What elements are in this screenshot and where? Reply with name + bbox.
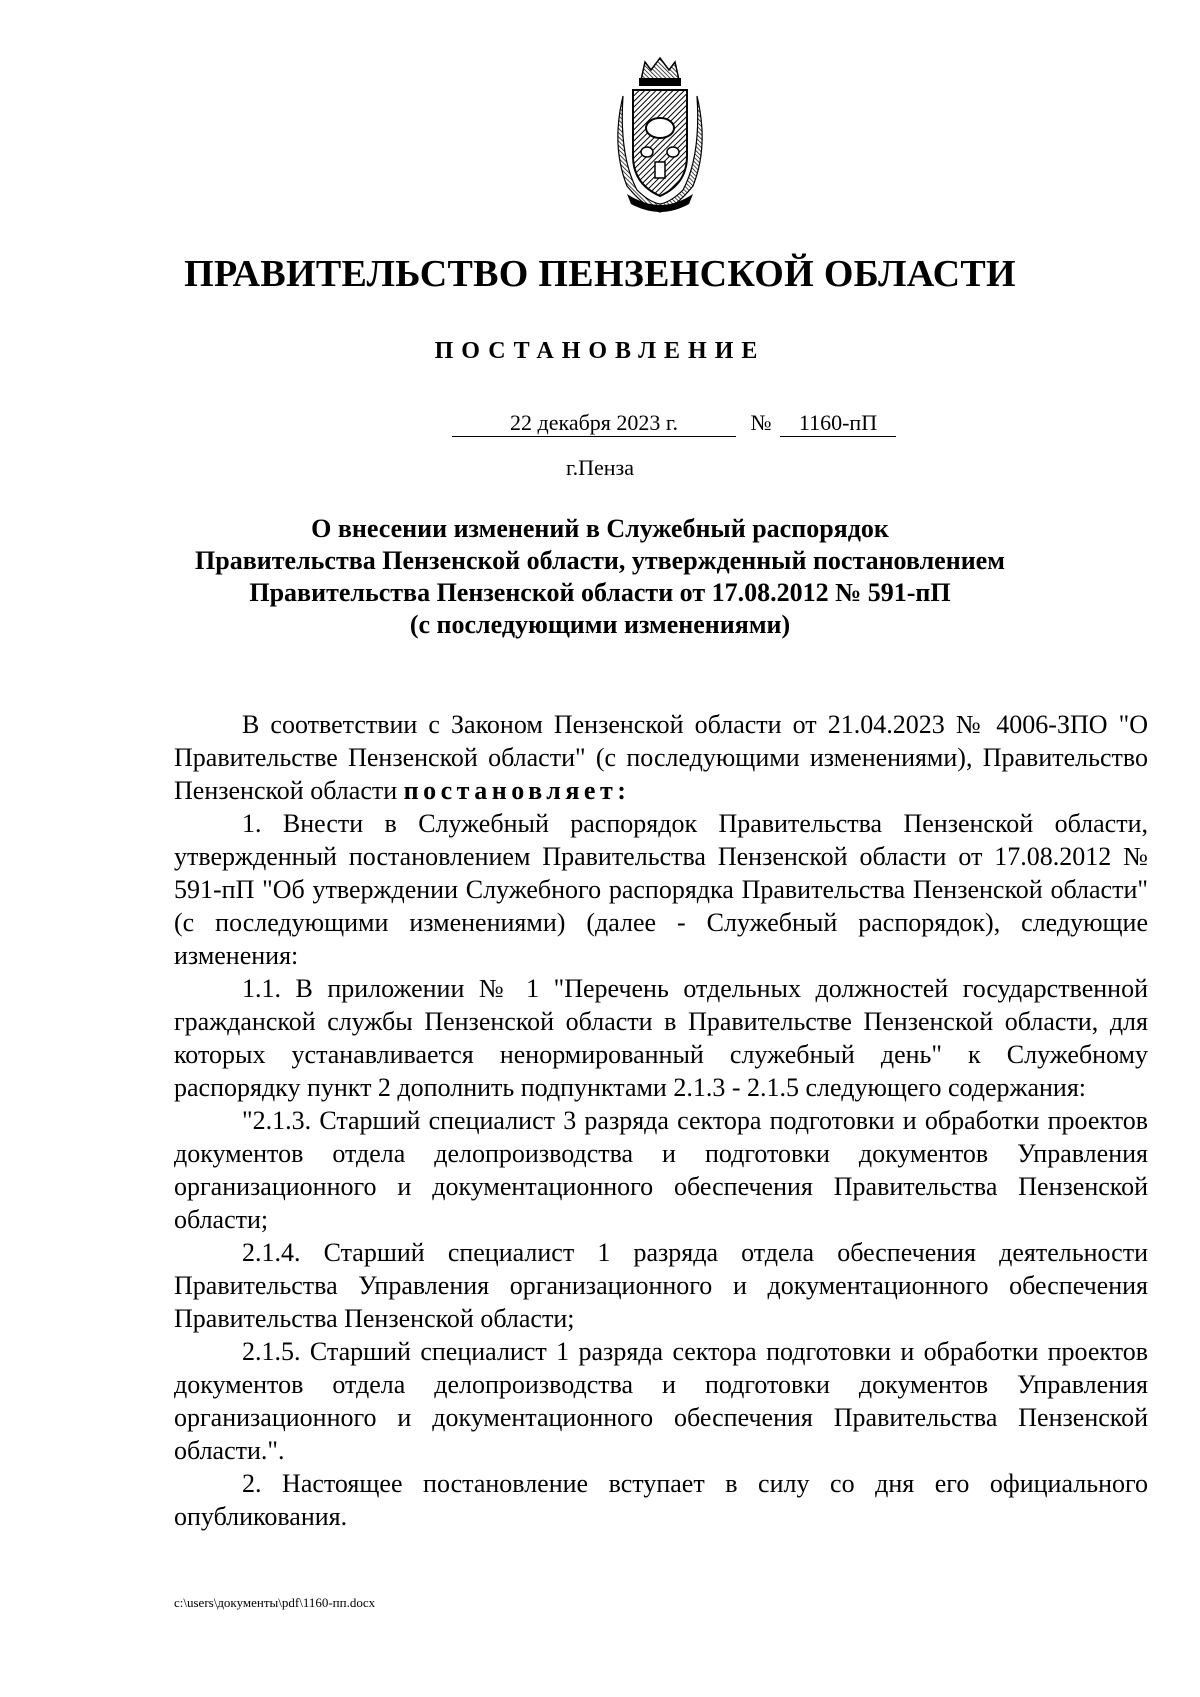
- document-body: [174, 708, 1148, 1533]
- number-sign: №: [750, 410, 772, 435]
- preamble-paragraph: [174, 708, 1148, 807]
- paragraph-1: 1. Внести в Служебный распорядок Правительства Пензенской области, утвержденный постановлением Правительства Пензенской области от 17.08.2012 № 591-пП "Об утверждении Служебного распорядка Правительства Пензенской области" (с последующими изменениями) (далее - Служебный распорядок), следующие изменения:: [174, 809, 1148, 970]
- subject-line: Правительства Пензенской области от 17.08.2012 № 591-пП: [249, 578, 951, 607]
- subject-line: О внесении изменений в Служебный распорядок: [311, 514, 889, 543]
- organization-title: ПРАВИТЕЛЬСТВО ПЕНЗЕНСКОЙ ОБЛАСТИ: [184, 253, 1016, 295]
- footer-file-path: c:\users\документы\pdf\1160-пп.docx: [174, 1595, 376, 1610]
- document-type-heading: ПОСТАНОВЛЕНИЕ: [434, 338, 766, 364]
- document-subject: [170, 513, 1030, 641]
- paragraph-2-1-5: 2.1.5. Старший специалист 1 разряда сектора подготовки и обработки проектов документов отдела делопроизводства и подготовки документов Управления организационного и документационного обеспечения Правительства Пензенской области.".: [174, 1337, 1148, 1465]
- paragraph-1-1: 1.1. В приложении № 1 "Перечень отдельных должностей государственной гражданской службы Пензенской области в Правительстве Пензенской области, для которых устанавливается ненормированный служебный день" к Служебному распорядку пункт 2 дополнить подпунктами 2.1.3 - 2.1.5 следующего содержания:: [174, 974, 1148, 1102]
- paragraph-2-1-4: 2.1.4. Старший специалист 1 разряда отдела обеспечения деятельности Правительства Управления организационного и документационного обеспечения Правительства Пензенской области;: [174, 1238, 1148, 1333]
- document-date: 22 декабря 2023 г.: [452, 410, 736, 437]
- paragraph-2-1-3: "2.1.3. Старший специалист 3 разряда сектора подготовки и обработки проектов документов отдела делопроизводства и подготовки документов Управления организационного и документационного обеспечения Правительства Пензенской области;: [174, 1106, 1148, 1234]
- paragraph-2: 2. Настоящее постановление вступает в силу со дня его официального опубликования.: [174, 1469, 1148, 1531]
- document-number: 1160-пП: [780, 410, 896, 437]
- subject-line: (с последующими изменениями): [409, 610, 791, 639]
- preamble-text: В соответствии с Законом Пензенской области от 21.04.2023 № 4006-ЗПО "О Правительстве Пензенской области" (с последующими изменениями), Правительство Пензенской области: [174, 710, 1148, 805]
- decree-word: постановляет:: [403, 776, 631, 805]
- city-name: г.Пенза: [566, 455, 634, 480]
- penza-region-coat-of-arms-icon: [605, 56, 715, 216]
- subject-line: Правительства Пензенской области, утвержденный постановлением: [195, 546, 1005, 575]
